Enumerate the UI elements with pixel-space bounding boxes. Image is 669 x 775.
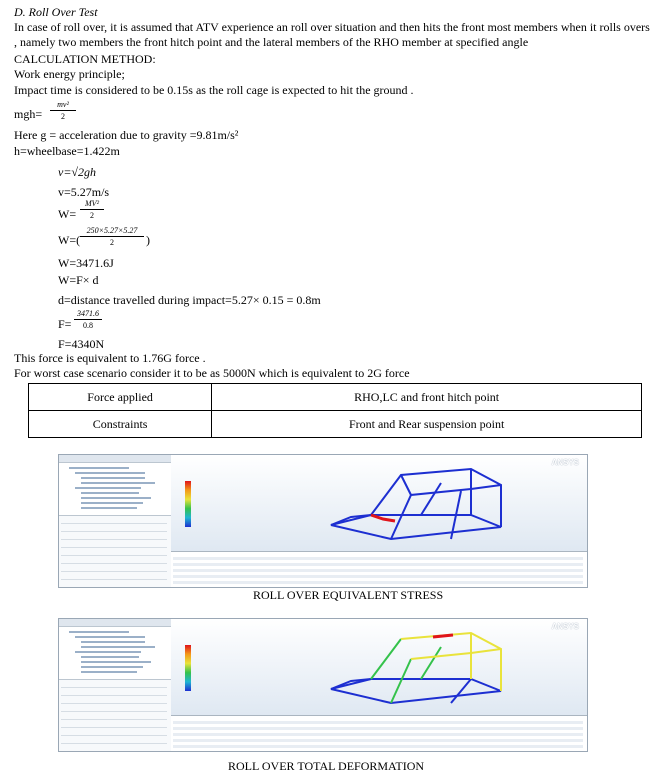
details-panel	[59, 515, 171, 588]
table-cell: Constraints	[29, 411, 212, 438]
ansys-logo: ANSYS	[551, 458, 579, 467]
method-heading: CALCULATION METHOD:	[14, 52, 156, 66]
messages-panel	[171, 715, 587, 752]
table-cell: Force applied	[29, 384, 212, 411]
stress-viewport	[171, 455, 587, 551]
equivalent-stress-screenshot	[58, 454, 588, 588]
f-lhs: F=	[58, 317, 72, 331]
f-numerator: 3471.6	[77, 309, 99, 318]
g-definition: Here g = acceleration due to gravity =9.81m/s²	[14, 128, 239, 142]
details-panel	[59, 679, 171, 752]
w-fd: W=F× d	[58, 273, 99, 287]
loading-table	[28, 383, 642, 438]
w-value: W=3471.6J	[58, 256, 114, 270]
v-value: v=5.27m/s	[58, 185, 110, 199]
mgh-lhs: mgh=	[14, 107, 43, 121]
w-denominator: 2	[90, 211, 94, 220]
messages-panel	[171, 551, 587, 588]
figure-1-caption: ROLL OVER EQUIVALENT STRESS	[253, 588, 444, 602]
figure-2-caption: ROLL OVER TOTAL DEFORMATION	[228, 759, 425, 773]
roll-cage-stress-model	[171, 455, 587, 551]
deformation-viewport	[171, 619, 587, 715]
w2-numerator: 250×5.27×5.27	[86, 226, 138, 235]
ansys-logo: ANSYS	[551, 622, 579, 631]
h-definition: h=wheelbase=1.422m	[14, 144, 120, 158]
worst-case-line: For worst case scenario consider it to be as 5000N which is equivalent to 2G force	[14, 366, 410, 380]
table-cell: RHO,LC and front hitch point	[212, 384, 642, 411]
outline-tree-panel	[59, 619, 172, 751]
table-row	[29, 411, 642, 438]
d-definition: d=distance travelled during impact=5.27× 0.15 = 0.8m	[58, 293, 321, 307]
w2-denominator: 2	[110, 238, 114, 247]
equivalence-line: This force is equivalent to 1.76G force .	[14, 351, 206, 365]
v-equation: v=√2gh	[58, 165, 97, 179]
impact-time-line: Impact time is considered to be 0.15s as the roll cage is expected to hit the ground .	[14, 83, 414, 97]
w-lhs: W=	[58, 207, 77, 221]
w2-rhs: )	[146, 233, 150, 247]
f-value: F=4340N	[58, 337, 105, 351]
f-fraction	[74, 309, 102, 330]
f-denominator: 0.8	[83, 321, 93, 330]
w-fraction	[80, 199, 104, 220]
table-row	[29, 384, 642, 411]
section-heading: D. Roll Over Test	[14, 5, 98, 19]
w2-lhs: W=(	[58, 233, 81, 247]
total-deformation-screenshot	[58, 618, 588, 752]
w-numerator: MV²	[85, 199, 99, 208]
w2-fraction	[80, 226, 144, 247]
intro-paragraph: In case of roll over, it is assumed that ATV experience an roll over situation and then hits the front most members when it rolls overs , namely two members the front hitch point and the lateral members of the RHO member at specified angle	[14, 20, 650, 49]
principle-line: Work energy principle;	[14, 67, 125, 81]
roll-cage-deformation-model	[171, 619, 587, 715]
mgh-numerator: mv²	[57, 100, 69, 109]
outline-tree-panel	[59, 455, 172, 587]
table-cell: Front and Rear suspension point	[212, 411, 642, 438]
mgh-fraction	[50, 100, 76, 121]
mgh-denominator: 2	[61, 112, 65, 121]
